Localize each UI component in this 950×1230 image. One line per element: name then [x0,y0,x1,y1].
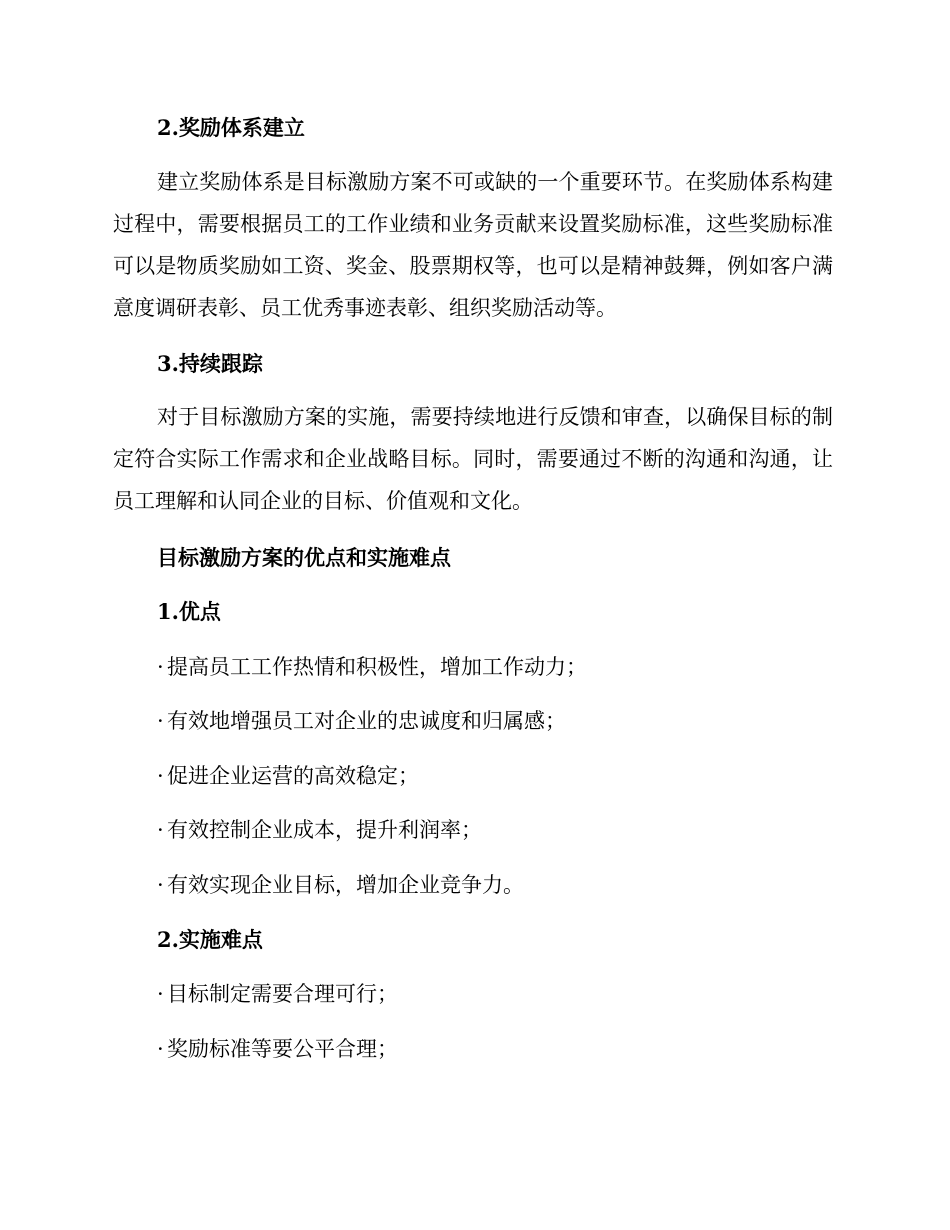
list-item-text: 奖励标准等要公平合理； [167,1037,398,1061]
section-paragraph-reward-system: 建立奖励体系是目标激励方案不可或缺的一个重要环节。在奖励体系构建过程中，需要根据员工的工作业绩和业务贡献来设置奖励标准，这些奖励标准可以是物质奖励如工资、奖金、股票期权等，也可以是精神鼓舞，例如客户满意度调研表彰、员工优秀事迹表彰、组织奖励活动等。 [113,170,833,320]
bullet-dot: · [157,1037,164,1061]
list-item [157,815,482,845]
section-paragraph-continuous-tracking: 对于目标激励方案的实施，需要持续地进行反馈和审查，以确保目标的制定符合实际工作需求和企业战略目标。同时，需要通过不断的沟通和沟通，让员工理解和认同企业的目标、价值观和文化。 [113,405,833,513]
list-item [157,979,398,1009]
list-item [157,706,566,736]
bullet-dot: · [157,873,164,897]
bullet-dot: · [157,982,164,1006]
advantages-heading: 1.优点 [157,599,221,624]
list-item-text: 有效控制企业成本，提升利润率； [167,818,482,842]
list-item [157,652,587,682]
section-heading-reward-system: 2.奖励体系建立 [157,115,305,140]
list-item-text: 有效地增强员工对企业的忠诚度和归属感； [167,709,566,733]
list-item-text: 有效实现企业目标，增加企业竞争力。 [167,873,524,897]
list-item-text: 提高员工工作热情和积极性，增加工作动力； [167,655,587,679]
list-item [157,870,524,900]
bullet-dot: · [157,655,164,679]
section-heading-continuous-tracking: 3.持续跟踪 [157,351,263,376]
list-item-text: 促进企业运营的高效稳定； [167,764,419,788]
bullet-dot: · [157,709,164,733]
main-heading: 目标激励方案的优点和实施难点 [157,545,451,570]
bullet-dot: · [157,818,164,842]
difficulties-heading: 2.实施难点 [157,927,263,952]
bullet-dot: · [157,764,164,788]
list-item-text: 目标制定需要合理可行； [167,982,398,1006]
list-item [157,761,419,791]
list-item [157,1034,398,1064]
